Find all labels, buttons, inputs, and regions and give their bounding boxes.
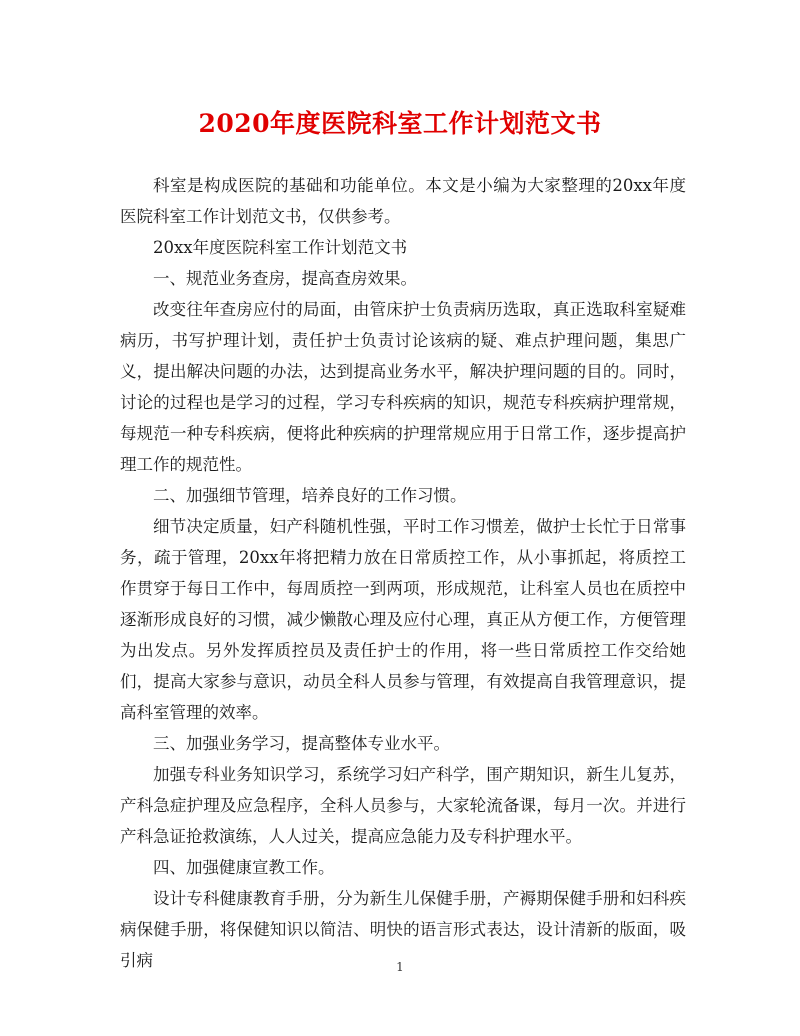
section-heading-1: 一、规范业务查房，提高查房效果。 [153, 269, 417, 288]
page-number: 1 [396, 960, 404, 974]
section-heading-2: 二、加强细节管理，培养良好的工作习惯。 [153, 486, 467, 505]
intro-paragraph: 科室是构成医院的基础和功能单位。本文是小编为大家整理的20xx年度医院科室工作计划范文书，仅供参考。 [120, 176, 686, 226]
section-heading-4: 四、加强健康宣教工作。 [153, 858, 335, 877]
section-heading-3: 三、加强业务学习，提高整体专业水平。 [153, 734, 450, 753]
document-title: 2020年度医院科室工作计划范文书 [198, 109, 602, 138]
section-body-2: 细节决定质量，妇产科随机性强，平时工作习惯差，做护士长忙于日常事务，疏于管理，20xx年将把精力放在日常质控工作，从小事抓起，将质控工作贯穿于每日工作中，每周质控一到两项，形成规范，让科室人员也在质控中逐渐形成良好的习惯，减少懒散心理及应付心理，真正从方便工作，方便管理为出发点。另外发挥质控员及责任护士的作用，将一些日常质控工作交给她们，提高大家参与意识，动员全科人员参与管理，有效提高自我管理意识，提高科室管理的效率。 [120, 517, 686, 722]
section-body-1: 改变往年查房应付的局面，由管床护士负责病历选取，真正选取科室疑难病历，书写护理计划，责任护士负责讨论该病的疑、难点护理问题，集思广义，提出解决问题的办法，达到提高业务水平，解决护理问题的目的。同时，讨论的过程也是学习的过程，学习专科疾病的知识，规范专科疾病护理常规，每规范一种专科疾病，便将此种疾病的护理常规应用于日常工作，逐步提高护理工作的规范性。 [120, 300, 686, 474]
section-body-4: 设计专科健康教育手册，分为新生儿保健手册，产褥期保健手册和妇科疾病保健手册，将保健知识以简洁、明快的语言形式表达，设计清新的版面，吸引病 [120, 889, 686, 970]
document-body [120, 170, 686, 976]
subtitle-line: 20xx年度医院科室工作计划范文书 [153, 238, 408, 257]
section-body-3: 加强专科业务知识学习，系统学习妇产科学，围产期知识，新生儿复苏，产科急症护理及应急程序，全科人员参与，大家轮流备课，每月一次。并进行产科急证抢救演练，人人过关，提高应急能力及专科护理水平。 [120, 765, 686, 846]
